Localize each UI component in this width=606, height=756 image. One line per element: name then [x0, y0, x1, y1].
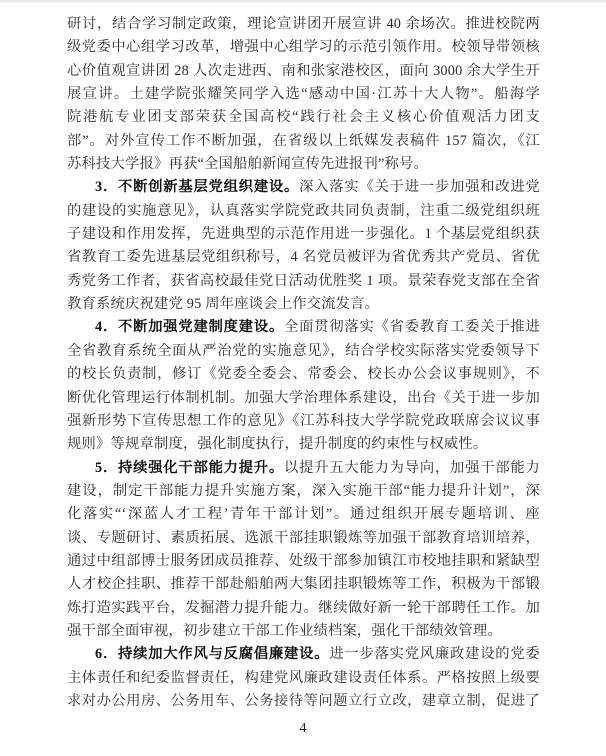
text-line: 省教育工委先进基层党组织称号，4 名党员被评为省优秀共产党员、省优	[67, 249, 540, 266]
text-line: 通过中组部博士服务团成员推荐、处级干部参加镇江市校地挂职和紧缺型	[67, 552, 540, 569]
text-line: 苏科技大学报》再获“全国船舶新闻宣传先进报刊”称号。	[67, 156, 429, 173]
text-line: 研讨，结合学习制定政策，理论宣讲团开展宣讲 40 余场次。推进校院两	[67, 16, 540, 32]
paragraph-heading-line: 4．不断加强党建制度建设。全面贯彻落实《省委教育工委关于推进	[95, 319, 540, 336]
heading-bold-text: 3．不断创新基层党组织建设。	[95, 179, 300, 196]
text-line: 主体责任和纪委监督责任，构建党风廉政建设责任体系。严格按照上级要	[67, 669, 540, 686]
text-line: 强干部全面审视，初步建立干部工作业绩档案，强化干部绩效管理。	[67, 622, 502, 639]
text-content	[67, 13, 540, 713]
paragraph-heading-line: 6．持续加大作风与反腐倡廉建设。进一步落实党风廉政建设的党委	[95, 646, 540, 663]
text-line: 展宣讲。土建学院张耀笑同学入选“感动中国·江苏十大人物”。船海学	[67, 86, 540, 103]
heading-bold-text: 5．持续强化干部能力提升。	[95, 459, 285, 476]
text-line: 强新形势下宣传思想工作的意见》《江苏科技大学学院党政联席会议议事	[67, 412, 540, 429]
text-line: 全省教育系统全面从严治党的实施意见》，结合学校实际落实党委领导下	[67, 342, 540, 359]
page-top-edge	[0, 0, 606, 3]
text-line: 级党委中心组学习改革，增强中心组学习的示范引领作用。校领导带领核	[67, 39, 540, 56]
text-line: 炼打造实践平台，发掘潜力提升能力。继续做好新一轮干部聘任工作。加	[67, 599, 540, 616]
text-line: 的校长负责制，修订《党委全委会、常委会、校长办公会议事规则》，不	[67, 366, 540, 383]
heading-bold-text: 4．不断加强党建制度建设。	[95, 319, 285, 336]
text-line: 建设，制定干部能力提升实施方案，深入实施干部“能力提升计划”，深	[67, 482, 540, 499]
text-line: 化落实“‘深蓝人才工程’青年干部计划”。通过组织开展专题培训、座	[67, 506, 540, 523]
paragraph-heading-line: 5．持续强化干部能力提升。以提升五大能力为导向，加强干部能力	[95, 459, 540, 476]
text-line: 的建设的实施意见》，认真落实学院党政共同负责制，注重二级党组织班	[67, 202, 540, 219]
text-line: 教育系统庆祝建党 95 周年座谈会上作交流发言。	[67, 296, 380, 313]
text-line: 规则》等规章制度，强化制度执行，提升制度的约束性与权威性。	[67, 436, 488, 453]
text-line: 心价值观宣讲团 28 人次走进西、南和张家港校区，面向 3000 余大学生开	[67, 62, 540, 79]
text-line: 部”。对外宣传工作不断加强，在省级以上纸媒发表稿件 157 篇次，《江	[67, 132, 540, 149]
heading-bold-text: 6．持续加大作风与反腐倡廉建设。	[95, 646, 330, 663]
text-line: 秀党务工作者，获省高校最佳党日活动优胜奖 1 项。景荣春党支部在全省	[67, 272, 540, 289]
text-line: 求对办公用房、公务用车、公务接待等问题立行立改，建章立制，促进了	[67, 692, 540, 709]
page-number: 4	[299, 721, 307, 736]
text-line: 院港航专业团支部荣获全国高校“践行社会主义核心价值观活力团支	[67, 109, 540, 126]
text-line: 断优化管理运行体制机制。加强大学治理体系建设，出台《关于进一步加	[67, 389, 540, 406]
text-line: 子建设和作用发挥，先进典型的示范作用进一步强化。1 个基层党组织获	[67, 226, 540, 243]
paragraph-heading-line: 3．不断创新基层党组织建设。深入落实《关于进一步加强和改进党	[95, 179, 540, 196]
text-line: 人才校企挂职、推荐干部赴船舶两大集团挂职锻炼等工作，积极为干部锻	[67, 576, 540, 593]
text-line: 谈、专题研讨、素质拓展、选派干部挂职锻炼等加强干部教育培训培养，	[67, 529, 540, 546]
